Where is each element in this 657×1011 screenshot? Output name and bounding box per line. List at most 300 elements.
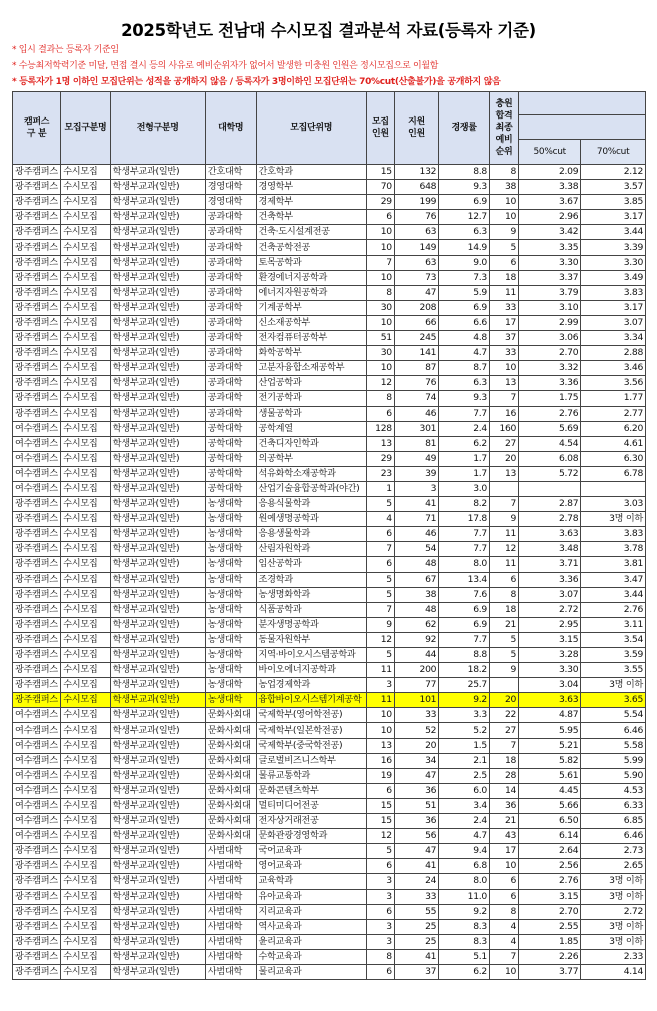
cell-campus: 광주캠퍼스 [13, 859, 61, 874]
cell-track: 학생부교과(일반) [110, 768, 205, 783]
table-row [13, 557, 646, 572]
cell-campus: 광주캠퍼스 [13, 376, 61, 391]
cell-rank: 36 [489, 798, 518, 813]
cell-unit: 응용식물학과 [256, 497, 366, 512]
cell-quota: 3 [366, 874, 394, 889]
cell-track: 학생부교과(일반) [110, 512, 205, 527]
cell-college: 사범대학 [205, 919, 256, 934]
cell-quota: 3 [366, 934, 394, 949]
cell-cut70: 3.11 [581, 617, 646, 632]
cell-unit: 융합바이오시스템기계공학 [256, 693, 366, 708]
cell-admission-type: 수시모집 [61, 270, 110, 285]
cell-track: 학생부교과(일반) [110, 406, 205, 421]
cell-quota: 7 [366, 255, 394, 270]
cell-applicants: 200 [394, 663, 438, 678]
cell-admission-type: 수시모집 [61, 361, 110, 376]
cell-college: 농생대학 [205, 527, 256, 542]
cell-admission-type: 수시모집 [61, 391, 110, 406]
cell-campus: 광주캠퍼스 [13, 949, 61, 964]
note-carryover: * 수능최저학력기준 미달, 면접 결시 등의 사유로 예비순위자가 없어서 발생한 미충원 인원은 정시모집으로 이월함 [12, 61, 439, 71]
cell-campus: 광주캠퍼스 [13, 180, 61, 195]
cell-cut70: 2.76 [581, 602, 646, 617]
cell-admission-type: 수시모집 [61, 331, 110, 346]
cell-college: 농생대학 [205, 632, 256, 647]
cell-applicants: 36 [394, 783, 438, 798]
cell-applicants: 25 [394, 919, 438, 934]
cell-college: 농생대학 [205, 542, 256, 557]
cell-track: 학생부교과(일반) [110, 602, 205, 617]
cell-admission-type: 수시모집 [61, 527, 110, 542]
cell-rank: 20 [489, 693, 518, 708]
header-track: 전형구분명 [110, 92, 205, 165]
cell-unit: 석유화학소재공학과 [256, 466, 366, 481]
cell-track: 학생부교과(일반) [110, 632, 205, 647]
table-row [13, 315, 646, 330]
cell-track: 학생부교과(일반) [110, 451, 205, 466]
cell-track: 학생부교과(일반) [110, 421, 205, 436]
cell-admission-type: 수시모집 [61, 602, 110, 617]
cell-ratio: 8.3 [439, 919, 490, 934]
cell-applicants: 44 [394, 648, 438, 663]
cell-cut50 [519, 481, 581, 496]
cell-applicants: 41 [394, 949, 438, 964]
cell-applicants: 39 [394, 466, 438, 481]
cell-campus: 여수캠퍼스 [13, 738, 61, 753]
cell-rank: 8 [489, 587, 518, 602]
cell-admission-type: 수시모집 [61, 874, 110, 889]
cell-cut50: 3.32 [519, 361, 581, 376]
cell-track: 학생부교과(일반) [110, 572, 205, 587]
cell-cut70: 5.54 [581, 708, 646, 723]
cell-college: 농생대학 [205, 587, 256, 602]
cell-campus: 광주캠퍼스 [13, 300, 61, 315]
cell-rank: 14 [489, 783, 518, 798]
cell-track: 학생부교과(일반) [110, 376, 205, 391]
cell-college: 공과대학 [205, 210, 256, 225]
cell-unit: 문화관광경영학과 [256, 829, 366, 844]
cell-unit: 건축공학전공 [256, 240, 366, 255]
cell-cut50: 3.28 [519, 648, 581, 663]
cell-cut50: 2.70 [519, 346, 581, 361]
cell-college: 공과대학 [205, 361, 256, 376]
cell-cut50: 4.54 [519, 436, 581, 451]
cell-track: 학생부교과(일반) [110, 798, 205, 813]
cell-ratio: 3.4 [439, 798, 490, 813]
cell-quota: 11 [366, 693, 394, 708]
cell-ratio: 7.7 [439, 542, 490, 557]
cell-cut50: 5.82 [519, 753, 581, 768]
cell-track: 학생부교과(일반) [110, 225, 205, 240]
cell-rank: 16 [489, 406, 518, 421]
cell-quota: 30 [366, 346, 394, 361]
cell-college: 공과대학 [205, 376, 256, 391]
cell-ratio: 8.8 [439, 165, 490, 180]
cell-unit: 분자생명공학과 [256, 617, 366, 632]
cell-cut50: 2.96 [519, 210, 581, 225]
cell-cut70: 3명 이하 [581, 919, 646, 934]
cell-rank: 21 [489, 814, 518, 829]
cell-cut50: 2.72 [519, 602, 581, 617]
cell-ratio: 9.0 [439, 255, 490, 270]
cell-rank: 5 [489, 240, 518, 255]
cell-admission-type: 수시모집 [61, 315, 110, 330]
cell-college: 공과대학 [205, 331, 256, 346]
cell-college: 농생대학 [205, 572, 256, 587]
cell-applicants: 38 [394, 587, 438, 602]
cell-quota: 4 [366, 512, 394, 527]
cell-ratio: 1.5 [439, 738, 490, 753]
cell-cut50: 2.26 [519, 949, 581, 964]
cell-unit: 경영학부 [256, 180, 366, 195]
cell-track: 학생부교과(일반) [110, 708, 205, 723]
cell-applicants: 47 [394, 285, 438, 300]
cell-admission-type: 수시모집 [61, 255, 110, 270]
cell-cut70: 6.78 [581, 466, 646, 481]
cell-applicants: 76 [394, 376, 438, 391]
cell-track: 학생부교과(일반) [110, 542, 205, 557]
cell-admission-type: 수시모집 [61, 285, 110, 300]
cell-quota: 5 [366, 844, 394, 859]
cell-campus: 광주캠퍼스 [13, 542, 61, 557]
cell-cut50: 3.30 [519, 255, 581, 270]
table-row [13, 225, 646, 240]
cell-rank: 12 [489, 542, 518, 557]
cell-quota: 23 [366, 466, 394, 481]
cell-campus: 여수캠퍼스 [13, 451, 61, 466]
cell-unit: 전자컴퓨터공학부 [256, 331, 366, 346]
cell-rank: 6 [489, 889, 518, 904]
cell-cut50: 6.08 [519, 451, 581, 466]
table-row [13, 693, 646, 708]
cell-track: 학생부교과(일반) [110, 587, 205, 602]
cell-admission-type: 수시모집 [61, 225, 110, 240]
cell-campus: 광주캠퍼스 [13, 195, 61, 210]
cell-cut70: 3.47 [581, 572, 646, 587]
cell-campus: 광주캠퍼스 [13, 587, 61, 602]
cell-admission-type: 수시모집 [61, 738, 110, 753]
table-row [13, 285, 646, 300]
cell-cut70: 3명 이하 [581, 934, 646, 949]
cell-admission-type: 수시모집 [61, 814, 110, 829]
cell-cut70: 6.20 [581, 421, 646, 436]
header-unit: 모집단위명 [256, 92, 366, 165]
cell-track: 학생부교과(일반) [110, 557, 205, 572]
results-table [12, 91, 646, 980]
cell-cut70: 5.99 [581, 753, 646, 768]
cell-admission-type: 수시모집 [61, 798, 110, 813]
cell-unit: 국제학부(일본학전공) [256, 723, 366, 738]
cell-admission-type: 수시모집 [61, 572, 110, 587]
cell-rank: 21 [489, 617, 518, 632]
cell-applicants: 41 [394, 497, 438, 512]
cell-admission-type: 수시모집 [61, 451, 110, 466]
cell-cut50: 3.38 [519, 180, 581, 195]
cell-cut70: 3.57 [581, 180, 646, 195]
cell-ratio: 5.9 [439, 285, 490, 300]
cell-track: 학생부교과(일반) [110, 300, 205, 315]
cell-campus: 여수캠퍼스 [13, 753, 61, 768]
cell-quota: 10 [366, 240, 394, 255]
table-row [13, 270, 646, 285]
cell-unit: 물류교통학과 [256, 768, 366, 783]
cell-cut70: 5.90 [581, 768, 646, 783]
cell-cut50: 3.48 [519, 542, 581, 557]
cell-track: 학생부교과(일반) [110, 889, 205, 904]
cell-rank: 28 [489, 768, 518, 783]
cell-cut70: 2.65 [581, 859, 646, 874]
cell-track: 학생부교과(일반) [110, 497, 205, 512]
cell-college: 경영대학 [205, 195, 256, 210]
table-row [13, 678, 646, 693]
cell-ratio: 7.7 [439, 632, 490, 647]
cell-cut50: 2.99 [519, 315, 581, 330]
cell-admission-type: 수시모집 [61, 632, 110, 647]
cell-ratio: 9.3 [439, 391, 490, 406]
cell-college: 공과대학 [205, 300, 256, 315]
cell-track: 학생부교과(일반) [110, 466, 205, 481]
cell-ratio: 6.3 [439, 376, 490, 391]
cell-rank: 9 [489, 512, 518, 527]
cell-college: 공학대학 [205, 466, 256, 481]
cell-ratio: 6.2 [439, 436, 490, 451]
cell-quota: 29 [366, 451, 394, 466]
cell-cut70: 2.73 [581, 844, 646, 859]
cell-track: 학생부교과(일반) [110, 678, 205, 693]
cell-cut70: 6.85 [581, 814, 646, 829]
cell-rank: 33 [489, 346, 518, 361]
cell-admission-type: 수시모집 [61, 617, 110, 632]
table-row [13, 663, 646, 678]
table-row [13, 210, 646, 225]
cell-college: 문화사회대 [205, 798, 256, 813]
cell-ratio: 8.2 [439, 497, 490, 512]
cell-ratio: 6.2 [439, 964, 490, 979]
cell-unit: 환경에너지공학과 [256, 270, 366, 285]
cell-ratio: 8.7 [439, 361, 490, 376]
cell-ratio: 4.7 [439, 829, 490, 844]
cell-rank: 10 [489, 195, 518, 210]
cell-quota: 6 [366, 783, 394, 798]
cell-applicants: 141 [394, 346, 438, 361]
cell-ratio: 2.1 [439, 753, 490, 768]
cell-unit: 기계공학부 [256, 300, 366, 315]
table-row [13, 466, 646, 481]
cell-track: 학생부교과(일반) [110, 738, 205, 753]
cell-applicants: 54 [394, 542, 438, 557]
cell-applicants: 37 [394, 964, 438, 979]
cell-cut70: 2.12 [581, 165, 646, 180]
cell-campus: 광주캠퍼스 [13, 270, 61, 285]
cell-college: 사범대학 [205, 874, 256, 889]
cell-unit: 식품공학과 [256, 602, 366, 617]
note-disclosure: * 등록자가 1명 이하인 모집단위는 성적을 공개하지 않음 / 등록자가 3명이하인 모집단위는 70%cut(산출불가)을 공개하지 않음 [12, 77, 501, 87]
cell-applicants: 81 [394, 436, 438, 451]
cell-ratio: 14.9 [439, 240, 490, 255]
cell-quota: 6 [366, 964, 394, 979]
cell-quota: 15 [366, 814, 394, 829]
cell-college: 문화사회대 [205, 753, 256, 768]
cell-college: 농생대학 [205, 512, 256, 527]
table-row [13, 904, 646, 919]
cell-college: 공과대학 [205, 406, 256, 421]
cell-quota: 13 [366, 436, 394, 451]
cell-unit: 국제학부(중국학전공) [256, 738, 366, 753]
cell-quota: 5 [366, 648, 394, 663]
cell-cut70: 3.17 [581, 300, 646, 315]
cell-track: 학생부교과(일반) [110, 874, 205, 889]
cell-campus: 여수캠퍼스 [13, 421, 61, 436]
table-row [13, 648, 646, 663]
cell-track: 학생부교과(일반) [110, 346, 205, 361]
cell-rank: 18 [489, 602, 518, 617]
cell-college: 농생대학 [205, 663, 256, 678]
table-row [13, 814, 646, 829]
cell-applicants: 47 [394, 768, 438, 783]
cell-admission-type: 수시모집 [61, 466, 110, 481]
cell-unit: 동물자원학부 [256, 632, 366, 647]
header-rank: 충원 합격 최종 예비 순위 [489, 92, 518, 165]
table-row [13, 497, 646, 512]
table-row [13, 572, 646, 587]
cell-track: 학생부교과(일반) [110, 859, 205, 874]
table-row [13, 451, 646, 466]
cell-applicants: 63 [394, 255, 438, 270]
cell-ratio: 6.0 [439, 783, 490, 798]
cell-applicants: 51 [394, 798, 438, 813]
table-row [13, 874, 646, 889]
cell-quota: 10 [366, 270, 394, 285]
cell-admission-type: 수시모집 [61, 497, 110, 512]
cell-rank: 10 [489, 210, 518, 225]
cell-quota: 6 [366, 859, 394, 874]
cell-applicants: 101 [394, 693, 438, 708]
cell-cut70: 4.53 [581, 783, 646, 798]
cell-college: 농생대학 [205, 557, 256, 572]
cell-campus: 광주캠퍼스 [13, 165, 61, 180]
cell-campus: 광주캠퍼스 [13, 602, 61, 617]
cell-ratio: 6.9 [439, 602, 490, 617]
cell-college: 농생대학 [205, 693, 256, 708]
table-row [13, 587, 646, 602]
cell-cut50: 3.71 [519, 557, 581, 572]
cell-quota: 6 [366, 904, 394, 919]
cell-campus: 광주캠퍼스 [13, 632, 61, 647]
cell-unit: 산림자원학과 [256, 542, 366, 557]
cell-cut70 [581, 481, 646, 496]
cell-unit: 생물공학과 [256, 406, 366, 421]
cell-track: 학생부교과(일반) [110, 270, 205, 285]
cell-quota: 3 [366, 678, 394, 693]
cell-cut70: 3.17 [581, 210, 646, 225]
cell-quota: 70 [366, 180, 394, 195]
table-row [13, 255, 646, 270]
cell-college: 공과대학 [205, 270, 256, 285]
cell-quota: 10 [366, 708, 394, 723]
cell-applicants: 77 [394, 678, 438, 693]
cell-unit: 산업공학과 [256, 376, 366, 391]
cell-ratio: 8.8 [439, 648, 490, 663]
cell-campus: 광주캠퍼스 [13, 225, 61, 240]
cell-admission-type: 수시모집 [61, 436, 110, 451]
cell-ratio: 11.0 [439, 889, 490, 904]
table-row [13, 165, 646, 180]
cell-applicants: 33 [394, 708, 438, 723]
cell-cut50: 3.15 [519, 889, 581, 904]
cell-ratio: 4.8 [439, 331, 490, 346]
cell-college: 문화사회대 [205, 783, 256, 798]
cell-campus: 여수캠퍼스 [13, 783, 61, 798]
cell-track: 학생부교과(일반) [110, 481, 205, 496]
cell-quota: 29 [366, 195, 394, 210]
cell-rank: 11 [489, 527, 518, 542]
table-row [13, 768, 646, 783]
cell-track: 학생부교과(일반) [110, 331, 205, 346]
cell-campus: 광주캠퍼스 [13, 572, 61, 587]
cell-cut70: 3명 이하 [581, 889, 646, 904]
cell-quota: 8 [366, 391, 394, 406]
cell-applicants: 648 [394, 180, 438, 195]
header-applicants: 지원 인원 [394, 92, 438, 165]
cell-rank: 33 [489, 300, 518, 315]
cell-track: 학생부교과(일반) [110, 949, 205, 964]
cell-cut70: 4.61 [581, 436, 646, 451]
cell-college: 공학대학 [205, 436, 256, 451]
header-campus: 캠퍼스 구 분 [13, 92, 61, 165]
table-row [13, 617, 646, 632]
cell-cut50: 4.87 [519, 708, 581, 723]
cell-track: 학생부교과(일반) [110, 814, 205, 829]
cell-campus: 여수캠퍼스 [13, 436, 61, 451]
cell-admission-type: 수시모집 [61, 678, 110, 693]
cell-cut50: 3.07 [519, 587, 581, 602]
cell-rank: 20 [489, 451, 518, 466]
cell-rank: 10 [489, 859, 518, 874]
cell-cut70: 3.44 [581, 225, 646, 240]
cell-campus: 광주캠퍼스 [13, 904, 61, 919]
cell-cut50: 4.45 [519, 783, 581, 798]
cell-applicants: 208 [394, 300, 438, 315]
cell-quota: 16 [366, 753, 394, 768]
table-row [13, 919, 646, 934]
cell-admission-type: 수시모집 [61, 587, 110, 602]
cell-cut70: 3.65 [581, 693, 646, 708]
cell-cut70: 2.33 [581, 949, 646, 964]
cell-cut50: 2.55 [519, 919, 581, 934]
cell-track: 학생부교과(일반) [110, 195, 205, 210]
cell-ratio: 8.3 [439, 934, 490, 949]
cell-cut50: 2.76 [519, 406, 581, 421]
cell-college: 사범대학 [205, 964, 256, 979]
cell-admission-type: 수시모집 [61, 421, 110, 436]
cell-track: 학생부교과(일반) [110, 436, 205, 451]
cell-unit: 바이오에너지공학과 [256, 663, 366, 678]
cell-rank: 7 [489, 391, 518, 406]
cell-campus: 광주캠퍼스 [13, 210, 61, 225]
cell-ratio: 13.4 [439, 572, 490, 587]
cell-quota: 8 [366, 285, 394, 300]
cell-applicants: 73 [394, 270, 438, 285]
cell-cut50: 2.95 [519, 617, 581, 632]
cell-cut70: 3.44 [581, 587, 646, 602]
cell-rank: 11 [489, 557, 518, 572]
cell-rank [489, 481, 518, 496]
cell-admission-type: 수시모집 [61, 859, 110, 874]
cell-cut70: 6.33 [581, 798, 646, 813]
cell-college: 문화사회대 [205, 768, 256, 783]
cell-cut50: 3.42 [519, 225, 581, 240]
table-row [13, 949, 646, 964]
cell-admission-type: 수시모집 [61, 240, 110, 255]
